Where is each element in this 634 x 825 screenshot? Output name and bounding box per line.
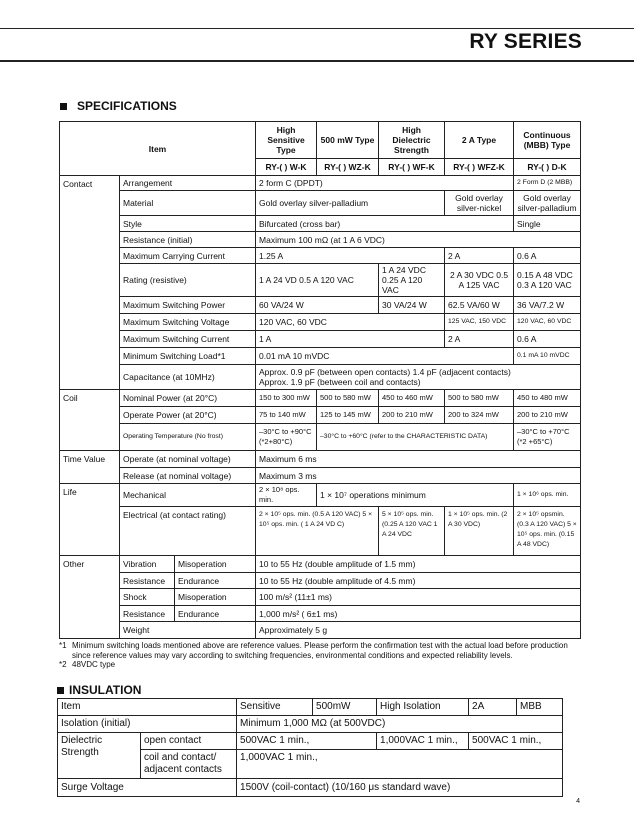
cell-value: 1,000VAC 1 min., xyxy=(377,733,469,750)
cell-value: 1.25 A xyxy=(256,248,445,264)
cell-value: 1 A 24 VD 0.5 A 120 VAC xyxy=(256,264,379,297)
group-spacer xyxy=(60,468,120,484)
group-spacer xyxy=(60,248,120,264)
col-2a: 2 A Type xyxy=(445,122,514,159)
row-label: Shock xyxy=(120,589,175,606)
row-sublabel: Misoperation xyxy=(175,556,256,573)
cell-value: 100 m/s² (11±1 ms) xyxy=(256,589,581,606)
footnote xyxy=(59,660,581,670)
group-spacer xyxy=(60,606,120,622)
insulation-heading xyxy=(57,683,141,697)
cell-value: 0.15 A 48 VDC 0.3 A 120 VAC xyxy=(514,264,581,297)
cell-value: 200 to 210 mW xyxy=(514,407,581,424)
group-life: Life xyxy=(60,484,120,507)
header-rule xyxy=(0,60,634,62)
table-row xyxy=(60,248,581,264)
row-sublabel: Endurance xyxy=(175,606,256,622)
cell-value: 2 A 30 VDC 0.5 A 125 VAC xyxy=(445,264,514,297)
row-label: Minimum Switching Load*1 xyxy=(120,348,256,365)
row-sublabel: Misoperation xyxy=(175,589,256,606)
cell-value: Minimum 1,000 MΩ (at 500VDC) xyxy=(237,716,563,733)
table-row xyxy=(60,407,581,424)
cell-value: 75 to 140 mW xyxy=(256,407,317,424)
group-time: Time Value xyxy=(60,451,120,468)
table-row xyxy=(60,573,581,589)
cell-value: Gold overlay silver-palladium xyxy=(514,191,581,216)
cell-value xyxy=(256,365,581,390)
footnote-text: Minimum switching loads mentioned above are reference values. Please perform the confirmation test with the actual load before production since reference values may vary according to switching frequencies, environmental conditions and expected reliability levels. xyxy=(72,641,568,660)
group-spacer xyxy=(60,314,120,331)
group-spacer xyxy=(60,407,120,424)
table-row xyxy=(60,331,581,348)
cell-value: 200 to 210 mW xyxy=(379,407,445,424)
type-d-k: RY-( ) D-K xyxy=(514,159,581,176)
cell-value: 0.6 A xyxy=(514,331,581,348)
col-high-sensitive: High Sensitive Type xyxy=(256,122,317,159)
cell-value: 1500V (coil-contact) (10/160 μs standard wave) xyxy=(237,779,563,797)
cell-value: 1 × 10⁶ ops. min. xyxy=(514,484,581,507)
footnote-mark: *2 xyxy=(59,660,67,669)
row-sublabel: open contact xyxy=(141,733,237,750)
table-row xyxy=(60,451,581,468)
cell-value: 125 to 145 mW xyxy=(317,407,379,424)
cell-value: 500 to 580 mW xyxy=(317,390,379,407)
top-rule xyxy=(0,28,634,29)
table-row xyxy=(60,191,581,216)
cell-value: 10 to 55 Hz (double amplitude of 1.5 mm) xyxy=(256,556,581,573)
cell-value: 500VAC 1 min., xyxy=(469,733,563,750)
table-row xyxy=(60,484,581,507)
cell-value: 30 VA/24 W xyxy=(379,297,445,314)
specifications-heading xyxy=(60,99,177,113)
item-header: Item xyxy=(60,122,256,176)
row-label: Resistance xyxy=(120,573,175,589)
type-wz-k: RY-( ) WZ-K xyxy=(317,159,379,176)
group-spacer xyxy=(60,297,120,314)
table-row xyxy=(60,390,581,407)
table-row xyxy=(58,716,563,733)
cell-value: Maximum 6 ms xyxy=(256,451,581,468)
cell-value: 500 to 580 mW xyxy=(445,390,514,407)
ins-col-mbb: MBB xyxy=(517,699,563,716)
insulation-title: INSULATION xyxy=(69,683,142,697)
table-row xyxy=(58,779,563,797)
group-spacer xyxy=(60,573,120,589)
table-row xyxy=(60,314,581,331)
table-row xyxy=(58,699,563,716)
ins-col-sensitive: Sensitive xyxy=(237,699,313,716)
cell-value: 1 × 10⁷ operations minimum xyxy=(317,484,514,507)
cell-value: 36 VA/7.2 W xyxy=(514,297,581,314)
group-spacer xyxy=(60,365,120,390)
group-coil: Coil xyxy=(60,390,120,407)
specifications-title: SPECIFICATIONS xyxy=(77,99,177,113)
row-label: Dielectric Strength xyxy=(58,733,141,779)
table-row xyxy=(58,733,563,750)
row-label: Weight xyxy=(120,622,256,639)
table-row xyxy=(60,348,581,365)
row-label: Maximum Switching Power xyxy=(120,297,256,314)
table-row xyxy=(60,507,581,556)
cell-value: 10 to 55 Hz (double amplitude of 4.5 mm) xyxy=(256,573,581,589)
group-spacer xyxy=(60,216,120,232)
cell-value: 1 A xyxy=(256,331,445,348)
cell-value: Maximum 3 ms xyxy=(256,468,581,484)
page-number: 4 xyxy=(576,798,580,805)
cell-value: 120 VAC, 60 VDC xyxy=(256,314,445,331)
group-spacer xyxy=(60,424,120,451)
cell-value: 450 to 460 mW xyxy=(379,390,445,407)
row-label: Maximum Carrying Current xyxy=(120,248,256,264)
cell-value: 2 A xyxy=(445,331,514,348)
square-bullet-icon xyxy=(60,103,67,110)
group-spacer xyxy=(60,622,120,639)
table-row xyxy=(60,468,581,484)
group-other: Other xyxy=(60,556,120,573)
type-wfz-k: RY-( ) WFZ-K xyxy=(445,159,514,176)
cell-value: 2 × 10⁵ ops. min. (0.5 A 120 VAC) 5 × 10⁵ ops. min. ( 1 A 24 VD C) xyxy=(256,507,379,556)
cell-value: 125 VAC, 150 VDC xyxy=(445,314,514,331)
row-label: Electrical (at contact rating) xyxy=(120,507,256,556)
row-label: Vibration xyxy=(120,556,175,573)
row-label: Maximum Switching Current xyxy=(120,331,256,348)
cell-value: 500VAC 1 min., xyxy=(237,733,377,750)
cell-value: Gold overlay silver-nickel xyxy=(445,191,514,216)
group-spacer xyxy=(60,331,120,348)
cell-value: 200 to 324 mW xyxy=(445,407,514,424)
table-row xyxy=(60,365,581,390)
table-row xyxy=(60,297,581,314)
cell-value: 1 × 10⁵ ops. min. (2 A 30 VDC) xyxy=(445,507,514,556)
cell-value: 0.01 mA 10 mVDC xyxy=(256,348,514,365)
cell-value: 60 VA/24 W xyxy=(256,297,379,314)
cell-value: 5 × 10⁵ ops. min. (0.25 A 120 VAC 1 A 24 VDC xyxy=(379,507,445,556)
table-row xyxy=(60,264,581,297)
group-spacer xyxy=(60,507,120,556)
ins-col-high-isolation: High Isolation xyxy=(377,699,469,716)
row-label: Operate (at nominal voltage) xyxy=(120,451,256,468)
footnotes xyxy=(59,641,581,670)
cell-value: 62.5 VA/60 W xyxy=(445,297,514,314)
type-w-k: RY-( ) W-K xyxy=(256,159,317,176)
row-label: Release (at nominal voltage) xyxy=(120,468,256,484)
cell-value: –30°C to +70°C (*2 +65°C) xyxy=(514,424,581,451)
col-500mw: 500 mW Type xyxy=(317,122,379,159)
cell-value: 2 A xyxy=(445,248,514,264)
cell-value: 0.1 mA 10 mVDC xyxy=(514,348,581,365)
footnote xyxy=(59,641,581,660)
row-label: Capacitance (at 10MHz) xyxy=(120,365,256,390)
ins-col-500mw: 500mW xyxy=(313,699,377,716)
cell-value: 2 × 10⁸ ops. min. xyxy=(256,484,317,507)
table-row xyxy=(60,176,581,191)
row-label: Isolation (initial) xyxy=(58,716,237,733)
cell-value: 150 to 300 mW xyxy=(256,390,317,407)
cell-value: 0.6 A xyxy=(514,248,581,264)
cell-value: Approximately 5 g xyxy=(256,622,581,639)
cell-value: 2 form C (DPDT) xyxy=(256,176,514,191)
specifications-table xyxy=(59,121,581,639)
row-label: Operating Temperature (No frost) xyxy=(120,424,256,451)
ins-col-2a: 2A xyxy=(469,699,517,716)
col-continuous: Continuous (MBB) Type xyxy=(514,122,581,159)
ins-item-header: Item xyxy=(58,699,237,716)
row-label: Operate Power (at 20°C) xyxy=(120,407,256,424)
cell-value: –30°C to +60°C (refer to the CHARACTERISTIC DATA) xyxy=(317,424,514,451)
row-label: Maximum Switching Voltage xyxy=(120,314,256,331)
table-row xyxy=(60,622,581,639)
row-label: Rating (resistive) xyxy=(120,264,256,297)
row-label: Mechanical xyxy=(120,484,256,507)
cell-value: 1,000 m/s² ( 6±1 ms) xyxy=(256,606,581,622)
group-spacer xyxy=(60,191,120,216)
table-row xyxy=(60,424,581,451)
table-row xyxy=(60,606,581,622)
table-row xyxy=(60,216,581,232)
cell-value: 450 to 480 mW xyxy=(514,390,581,407)
row-label: Nominal Power (at 20°C) xyxy=(120,390,256,407)
cell-value: Maximum 100 mΩ (at 1 A 6 VDC) xyxy=(256,232,581,248)
spec-header-row xyxy=(60,122,581,159)
cell-value: 2 Form D (2 MBB) xyxy=(514,176,581,191)
footnote-mark: *1 xyxy=(59,641,67,650)
series-title: RY SERIES xyxy=(469,30,582,53)
cell-value: Gold overlay silver-palladium xyxy=(256,191,445,216)
row-label: Resistance (initial) xyxy=(120,232,256,248)
group-contact: Contact xyxy=(60,176,120,191)
row-sublabel: Endurance xyxy=(175,573,256,589)
cell-value: 2 × 10⁵ opsmin. (0.3 A 120 VAC) 5 × 10⁵ ops. min. (0.15 A 48 VDC) xyxy=(514,507,581,556)
table-row xyxy=(60,589,581,606)
square-bullet-icon xyxy=(57,687,64,694)
group-spacer xyxy=(60,264,120,297)
cell-value: Bifurcated (cross bar) xyxy=(256,216,514,232)
row-label: Resistance xyxy=(120,606,175,622)
cell-value: Single xyxy=(514,216,581,232)
row-label: Material xyxy=(120,191,256,216)
cell-value: 1,000VAC 1 min., xyxy=(237,750,563,779)
capacitance-line-2: Approx. 1.9 pF (between coil and contacts) xyxy=(259,377,421,387)
type-wf-k: RY-( ) WF-K xyxy=(379,159,445,176)
cell-value: –30°C to +90°C (*2+80°C) xyxy=(256,424,317,451)
row-label: Style xyxy=(120,216,256,232)
row-label: Arrangement xyxy=(120,176,256,191)
group-spacer xyxy=(60,589,120,606)
cell-value: 120 VAC, 60 VDC xyxy=(514,314,581,331)
insulation-table xyxy=(57,698,563,797)
row-sublabel: coil and contact/ adjacent contacts xyxy=(141,750,237,779)
group-spacer xyxy=(60,348,120,365)
capacitance-line-1: Approx. 0.9 pF (between open contacts) 1.4 pF (adjacent contacts) xyxy=(259,367,511,377)
footnote-text: 48VDC type xyxy=(72,660,116,669)
table-row xyxy=(60,232,581,248)
col-high-dielectric: High Dielectric Strength xyxy=(379,122,445,159)
group-spacer xyxy=(60,232,120,248)
row-label: Surge Voltage xyxy=(58,779,237,797)
table-row xyxy=(60,556,581,573)
cell-value: 1 A 24 VDC 0.25 A 120 VAC xyxy=(379,264,445,297)
